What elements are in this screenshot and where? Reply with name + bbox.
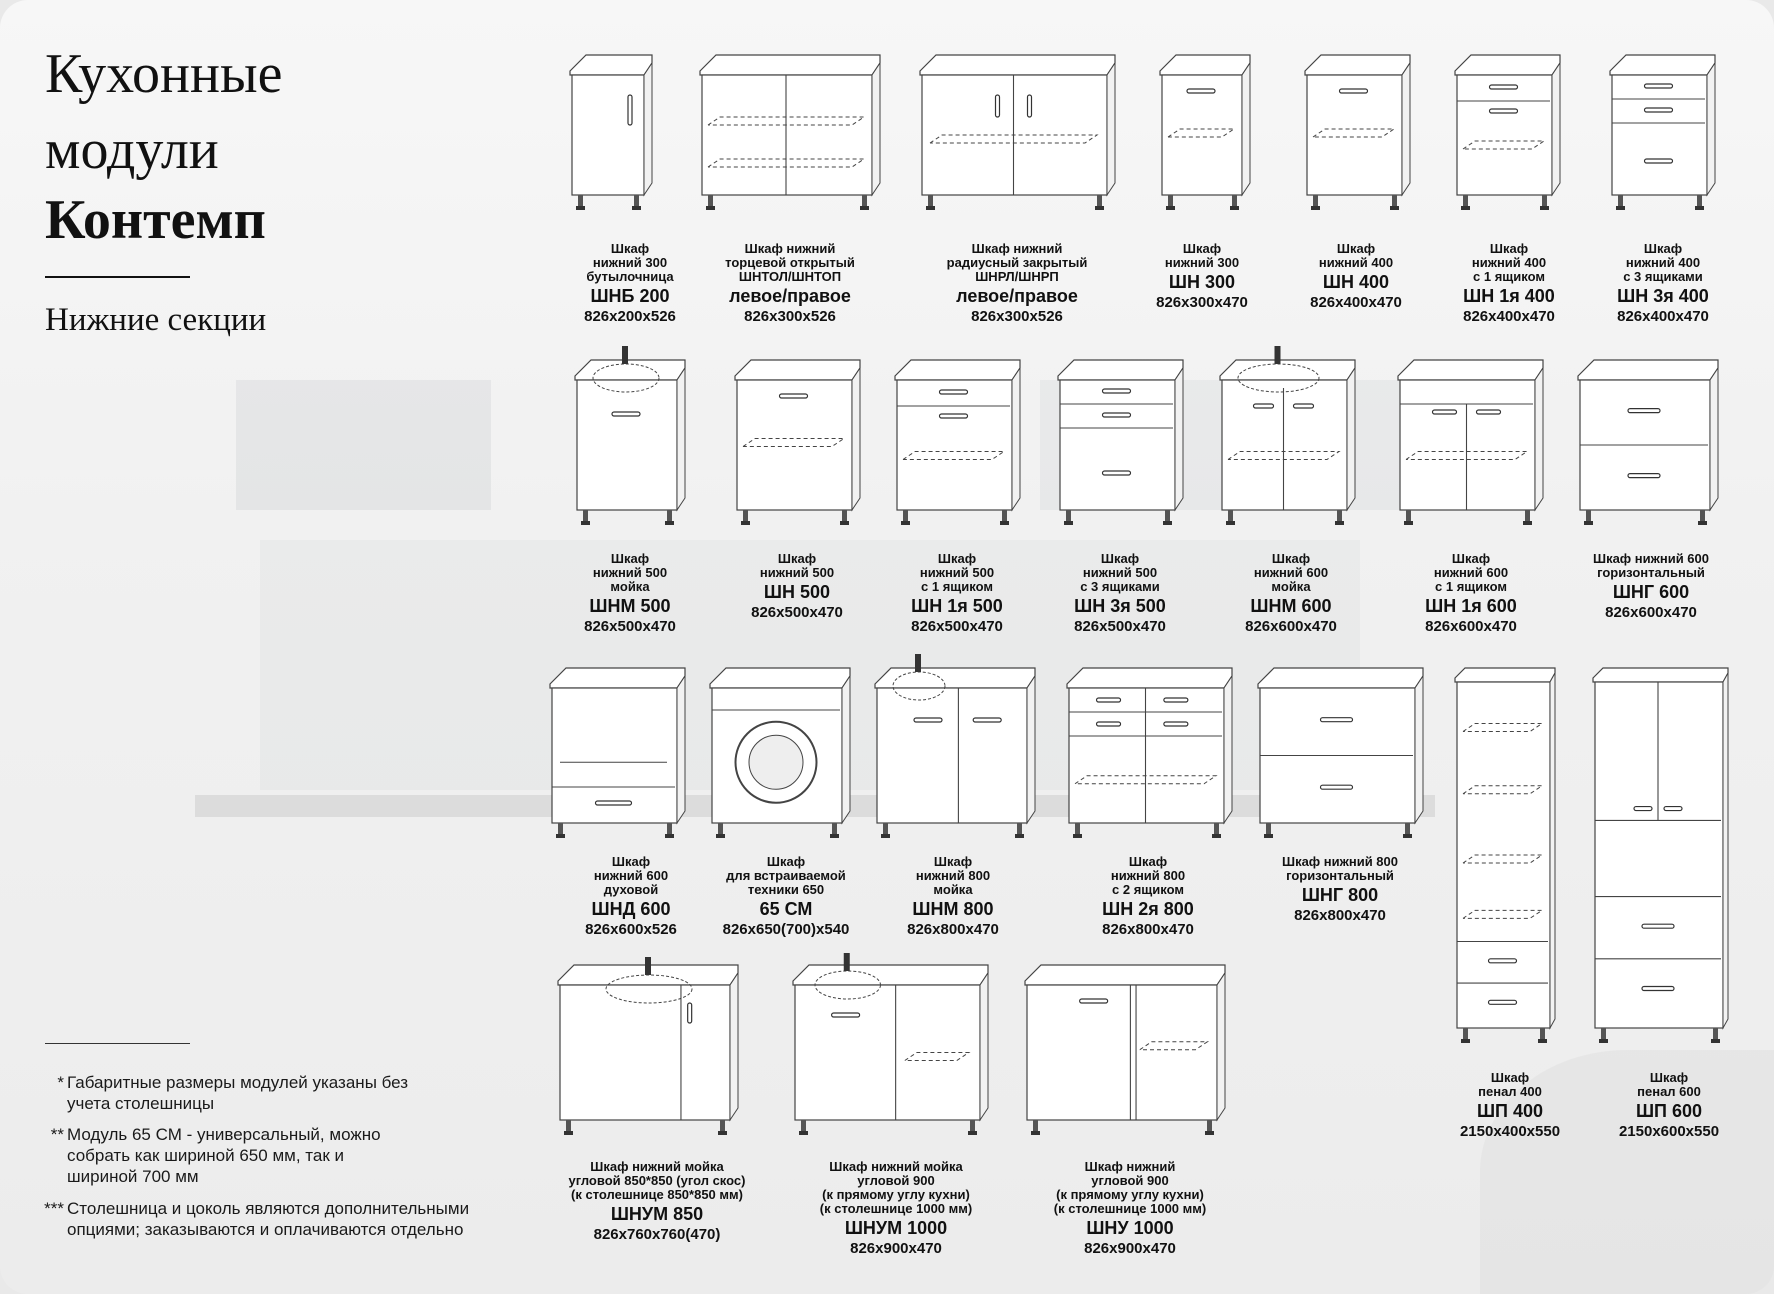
module-label [1074,552,1166,636]
module-description: нижний 400 [1471,255,1547,270]
module-description: радиусный закрытый [946,255,1088,270]
module-description: (к столешнице 1000 мм) [1053,1201,1207,1216]
module-dimensions: 826x600x470 [1605,604,1697,621]
module-label [725,242,855,326]
module-description: Шкаф [1271,551,1311,566]
module-label [1463,242,1555,326]
module-description: Шкаф [611,854,651,869]
module-label [1310,242,1402,312]
module-dimensions: 826x300x470 [1156,294,1248,311]
cabinet-illustration [700,55,880,215]
module-description: с 1 ящиком [1435,579,1507,594]
module-description: техники 650 [747,882,825,897]
module-dimensions: 826x500x470 [584,618,676,635]
module-code: ШН 2я 800 [1102,899,1194,919]
title-line-1: Кухонные [45,43,283,105]
module-description: Шкаф [1128,854,1168,869]
module-drawing [1025,965,1225,1145]
cabinet-illustration [1025,965,1225,1140]
footnote-mark: *** [44,1199,64,1218]
module-description: ШНРЛ/ШНРП [975,269,1059,284]
module-description: Шкаф [1451,551,1491,566]
module-drawing [570,55,652,220]
module-description: нижний 500 [759,565,835,580]
module-description: с 1 ящиком [921,579,993,594]
module-dimensions: 2150x600x550 [1618,1123,1720,1140]
module-drawing [710,668,850,848]
module-label [947,242,1088,326]
module-code: ШНГ 800 [1301,885,1379,905]
module-description: пенал 400 [1478,1084,1542,1099]
cabinet-illustration [550,668,685,843]
module-dimensions: 826x900x470 [850,1240,942,1257]
module-description: нижний 800 [1110,868,1186,883]
cabinet-illustration [1058,360,1183,530]
module-description: (к столешнице 1000 мм) [819,1201,973,1216]
module-code: ШНУМ 850 [610,1204,704,1224]
cabinet-illustration [1160,55,1250,215]
module-label [1425,552,1517,636]
cabinet-illustration [1258,668,1423,843]
module-description: мойка [1271,579,1311,594]
module-dimensions: 826x300x526 [744,308,836,325]
module-description: для встраиваемой [726,868,846,883]
cabinet-illustration [735,360,860,530]
cabinet-illustration [558,965,738,1140]
module-description: (к столешнице 850*850 мм) [571,1187,743,1202]
cabinet-illustration [570,55,652,215]
module-description: с 2 ящиком [1112,882,1184,897]
module-dimensions: 826x500x470 [911,618,1003,635]
module-dimensions: 826x600x470 [1425,618,1517,635]
page-subtitle: Нижние секции [45,302,267,338]
module-label [751,552,843,622]
module-description: ШНТОЛ/ШНТОП [738,269,842,284]
module-drawing [1455,668,1555,1053]
module-code: ШН 1я 600 [1425,596,1517,616]
module-label [1245,552,1337,636]
cabinet-illustration [1067,668,1232,843]
module-label [1102,855,1194,939]
module-description: нижний 300 [592,255,668,270]
footnote-text: Модуль 65 СМ - универсальный, можно собрать как шириной 650 мм, так и шириной 700 мм [67,1125,381,1186]
module-description: (к прямому углу кухни) [822,1187,970,1202]
title-line-3: Контемп [45,189,266,251]
module-code: ШНУ 1000 [1086,1218,1174,1238]
module-code: ШНМ 600 [1250,596,1332,616]
module-label [1054,1160,1206,1258]
module-description: угловой 850*850 (угол скос) [568,1173,746,1188]
module-description: мойка [610,579,650,594]
module-description: нижний 600 [1433,565,1509,580]
module-description: духовой [603,882,659,897]
footnote-mark: ** [50,1125,64,1144]
module-code: ШН 3я 500 [1074,596,1166,616]
notes-divider [45,1043,190,1044]
module-label [1617,242,1709,326]
module-dimensions: 826x800x470 [1294,907,1386,924]
module-description: Шкаф нижний мойка [829,1159,963,1174]
module-drawing [1578,360,1718,535]
module-description: нижний 500 [919,565,995,580]
cabinet-illustration [710,668,850,843]
footnote-text: Габаритные размеры модулей указаны без учета столешницы [67,1073,409,1113]
module-description: Шкаф нижний [744,241,836,256]
module-description: Шкаф [1336,241,1376,256]
module-code: ШНГ 600 [1612,582,1690,602]
module-code: ШП 400 [1476,1101,1544,1121]
module-drawing [895,360,1020,535]
module-code: левое/правое [729,286,851,306]
module-drawing [1067,668,1232,848]
module-description: Шкаф [777,551,817,566]
module-drawing [1220,360,1355,535]
module-drawing [920,55,1115,220]
module-drawing [875,668,1035,848]
module-dimensions: 826x200x526 [584,308,676,325]
module-description: угловой 900 [1091,1173,1169,1188]
module-drawing [793,965,988,1145]
module-description: нижний 600 [1253,565,1329,580]
module-description: Шкаф нижний [1084,1159,1176,1174]
module-drawing [1305,55,1410,220]
module-label [584,552,676,636]
module-description: Шкаф нижний 800 [1282,854,1398,869]
module-description: мойка [933,882,973,897]
module-code: ШНМ 500 [589,596,671,616]
cabinet-illustration [895,360,1020,530]
module-description: нижний 300 [1164,255,1240,270]
module-code: ШНУМ 1000 [844,1218,948,1238]
cabinet-illustration [1455,55,1560,215]
module-dimensions: 826x650(700)x540 [722,921,850,938]
module-label [907,855,999,939]
module-drawing [1610,55,1715,220]
module-drawing [1058,360,1183,535]
module-label [820,1160,972,1258]
module-dimensions: 826x400x470 [1617,308,1709,325]
module-description: Шкаф [1490,1070,1530,1085]
module-dimensions: 826x600x526 [585,921,677,938]
cabinet-illustration [1398,360,1543,530]
module-description: горизонтальный [1597,565,1705,580]
module-drawing [1593,668,1728,1053]
module-drawing [1398,360,1543,535]
cabinet-illustration [920,55,1115,215]
module-label [584,242,676,326]
module-description: Шкаф [1489,241,1529,256]
module-description: нижний 500 [1082,565,1158,580]
module-description: Шкаф [1643,241,1683,256]
module-drawing [558,965,738,1145]
module-description: с 1 ящиком [1473,269,1545,284]
module-description: угловой 900 [857,1173,935,1188]
module-code: ШН 300 [1168,272,1236,292]
module-description: нижний 500 [592,565,668,580]
module-code: ШН 1я 500 [911,596,1003,616]
module-code: ШП 600 [1635,1101,1703,1121]
module-code: ШНМ 800 [912,899,994,919]
module-label [1460,1071,1560,1141]
module-dimensions: 826x800x470 [907,921,999,938]
module-label [911,552,1003,636]
module-dimensions: 826x800x470 [1102,921,1194,938]
title-divider [45,276,190,278]
module-drawing [550,668,685,848]
cabinet-illustration [1305,55,1410,215]
cabinet-illustration [575,360,685,530]
module-description: нижний 400 [1318,255,1394,270]
module-drawing [700,55,880,220]
module-description: с 3 ящиками [1623,269,1703,284]
module-dimensions: 826x900x470 [1084,1240,1176,1257]
module-label [569,1160,746,1244]
module-description: нижний 400 [1625,255,1701,270]
cabinet-illustration [875,668,1035,843]
module-description: Шкаф [610,241,650,256]
module-drawing [735,360,860,535]
cabinet-illustration [1593,668,1728,1048]
background-cabinet [236,380,491,510]
module-dimensions: 826x500x470 [751,604,843,621]
module-description: торцевой открытый [725,255,855,270]
title-line-2: модули [45,119,219,181]
module-dimensions: 826x400x470 [1310,294,1402,311]
module-description: пенал 600 [1637,1084,1701,1099]
module-drawing [1455,55,1560,220]
module-label [1156,242,1248,312]
module-description: горизонтальный [1286,868,1394,883]
module-dimensions: 826x760x760(470) [593,1226,721,1243]
module-description: Шкаф нижний 600 [1593,551,1709,566]
module-label [1593,552,1709,622]
module-description: (к прямому углу кухни) [1056,1187,1204,1202]
module-description: с 3 ящиками [1080,579,1160,594]
module-code: ШН 3я 400 [1617,286,1709,306]
module-description: нижний 800 [915,868,991,883]
module-description: Шкаф [766,854,806,869]
module-description: Шкаф нижний [971,241,1063,256]
module-description: Шкаф [610,551,650,566]
module-description: бутылочница [586,269,674,284]
module-code: ШНБ 200 [590,286,670,306]
module-dimensions: 826x600x470 [1245,618,1337,635]
module-drawing [575,360,685,535]
module-description: Шкаф [933,854,973,869]
module-label [1282,855,1398,925]
module-description: Шкаф [937,551,977,566]
cabinet-illustration [1220,360,1355,530]
cabinet-illustration [1578,360,1718,530]
module-description: Шкаф [1100,551,1140,566]
cabinet-illustration [1455,668,1555,1048]
module-description: нижний 600 [593,868,669,883]
module-drawing [1160,55,1250,220]
module-code: ШНД 600 [591,899,671,919]
cabinet-illustration [1610,55,1715,215]
module-dimensions: 2150x400x550 [1459,1123,1561,1140]
module-dimensions: 826x300x526 [971,308,1063,325]
module-label [585,855,677,939]
module-label [1619,1071,1719,1141]
module-code: ШН 500 [763,582,831,602]
module-description: Шкаф [1649,1070,1689,1085]
module-drawing [1258,668,1423,848]
module-label [723,855,850,939]
module-code: ШН 400 [1322,272,1390,292]
module-description: Шкаф нижний мойка [590,1159,724,1174]
module-code: левое/правое [956,286,1078,306]
footnote-mark: * [57,1073,64,1092]
module-dimensions: 826x400x470 [1463,308,1555,325]
cabinet-illustration [793,965,988,1140]
module-code: 65 СМ [759,899,813,919]
module-dimensions: 826x500x470 [1074,618,1166,635]
module-code: ШН 1я 400 [1463,286,1555,306]
footnote-text: Столешница и цоколь являются дополнительными опциями; заказываются и оплачиваются отдельно [67,1199,470,1239]
module-description: Шкаф [1182,241,1222,256]
